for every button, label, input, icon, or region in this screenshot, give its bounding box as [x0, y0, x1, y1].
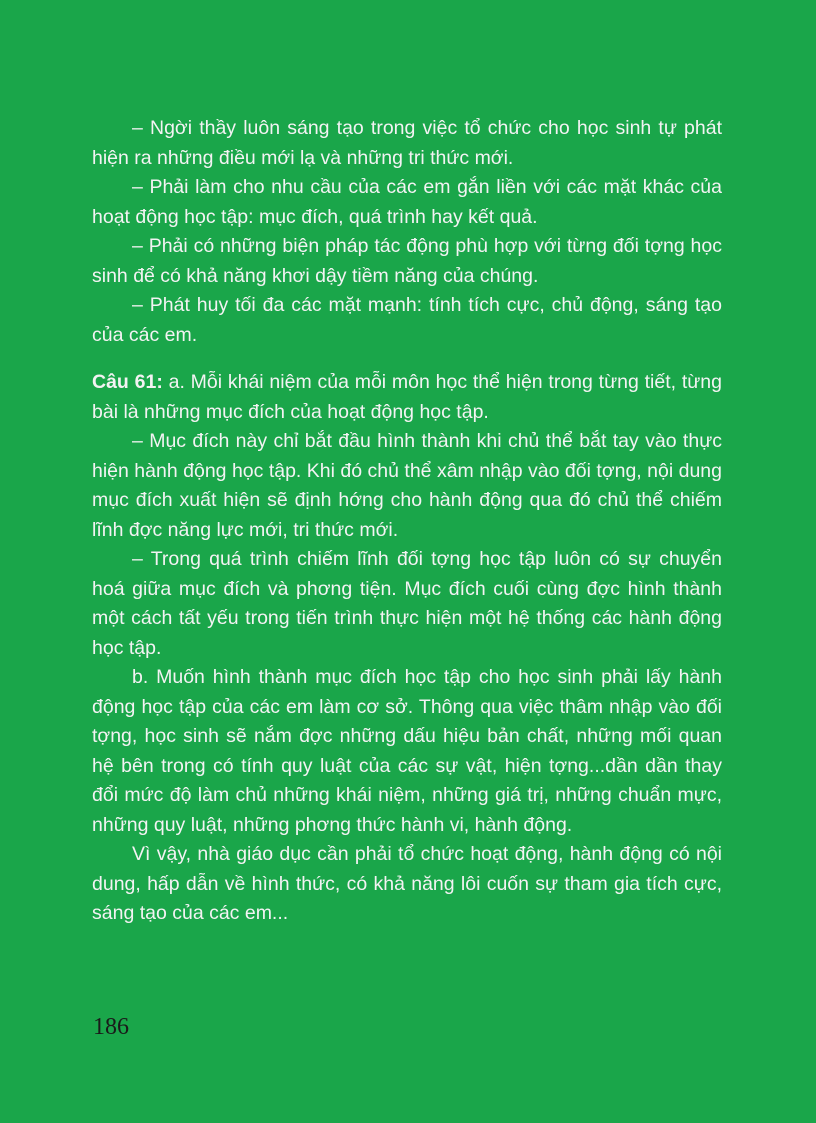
paragraph-part-b: b. Muốn hình thành mục đích học tập cho học sinh phải lấy hành động học tập của các em làm cơ sở. Thông qua việc thâm nhập vào đối tợng, học sinh sẽ nắm đợc những dấu hiệu bản chất, những mối quan hệ bên trong có tính quy luật của các sự vật, hiện tợng...dần dần thay đổi mức độ làm chủ những khái niệm, những giá trị, những chuẩn mực, những quy luật, những phơng thức hành vi, hành động.: [92, 666, 722, 836]
paragraph-transformation: – Trong quá trình chiếm lĩnh đối tợng học tập luôn có sự chuyển hoá giữa mục đích và phơng tiện. Mục đích cuối cùng đợc hình thành một cách tất yếu trong tiến trình thực hiện một hệ thống các hành động học tập.: [92, 548, 722, 659]
page-body-text: [92, 114, 722, 929]
page-number: 186: [93, 1014, 129, 1040]
paragraph-teacher-creative: – Ngời thầy luôn sáng tạo trong việc tổ chức cho học sinh tự phát hiện ra những điều mới lạ và những tri thức mới.: [92, 117, 722, 169]
question-61-text: a. Mỗi khái niệm của mỗi môn học thể hiện trong từng tiết, từng bài là những mục đích của hoạt động học tập.: [92, 371, 722, 423]
paragraph-promote-strengths: – Phát huy tối đa các mặt mạnh: tính tích cực, chủ động, sáng tạo của các em.: [92, 294, 722, 346]
paragraph-needs-linked: – Phải làm cho nhu cầu của các em gắn liền với các mặt khác của hoạt động học tập: mục đích, quá trình hay kết quả.: [92, 176, 722, 228]
question-61-paragraph: [92, 368, 722, 427]
section-gap: [92, 350, 722, 368]
paragraph-purpose-forming: – Mục đích này chỉ bắt đầu hình thành khi chủ thể bắt tay vào thực hiện hành động học tập. Khi đó chủ thể xâm nhập vào đối tợng, nội dung mục đích xuất hiện sẽ định hớng cho hành động qua đó chủ thể chiếm lĩnh đợc năng lực mới, tri thức mới.: [92, 430, 722, 541]
question-label: Câu 61:: [92, 371, 163, 393]
paragraph-suitable-measures: – Phải có những biện pháp tác động phù hợp với từng đối tợng học sinh để có khả năng khơi dậy tiềm năng của chúng.: [92, 235, 722, 287]
paragraph-conclusion: Vì vậy, nhà giáo dục cần phải tổ chức hoạt động, hành động có nội dung, hấp dẫn về hình thức, có khả năng lôi cuốn sự tham gia tích cực, sáng tạo của các em...: [92, 843, 722, 924]
